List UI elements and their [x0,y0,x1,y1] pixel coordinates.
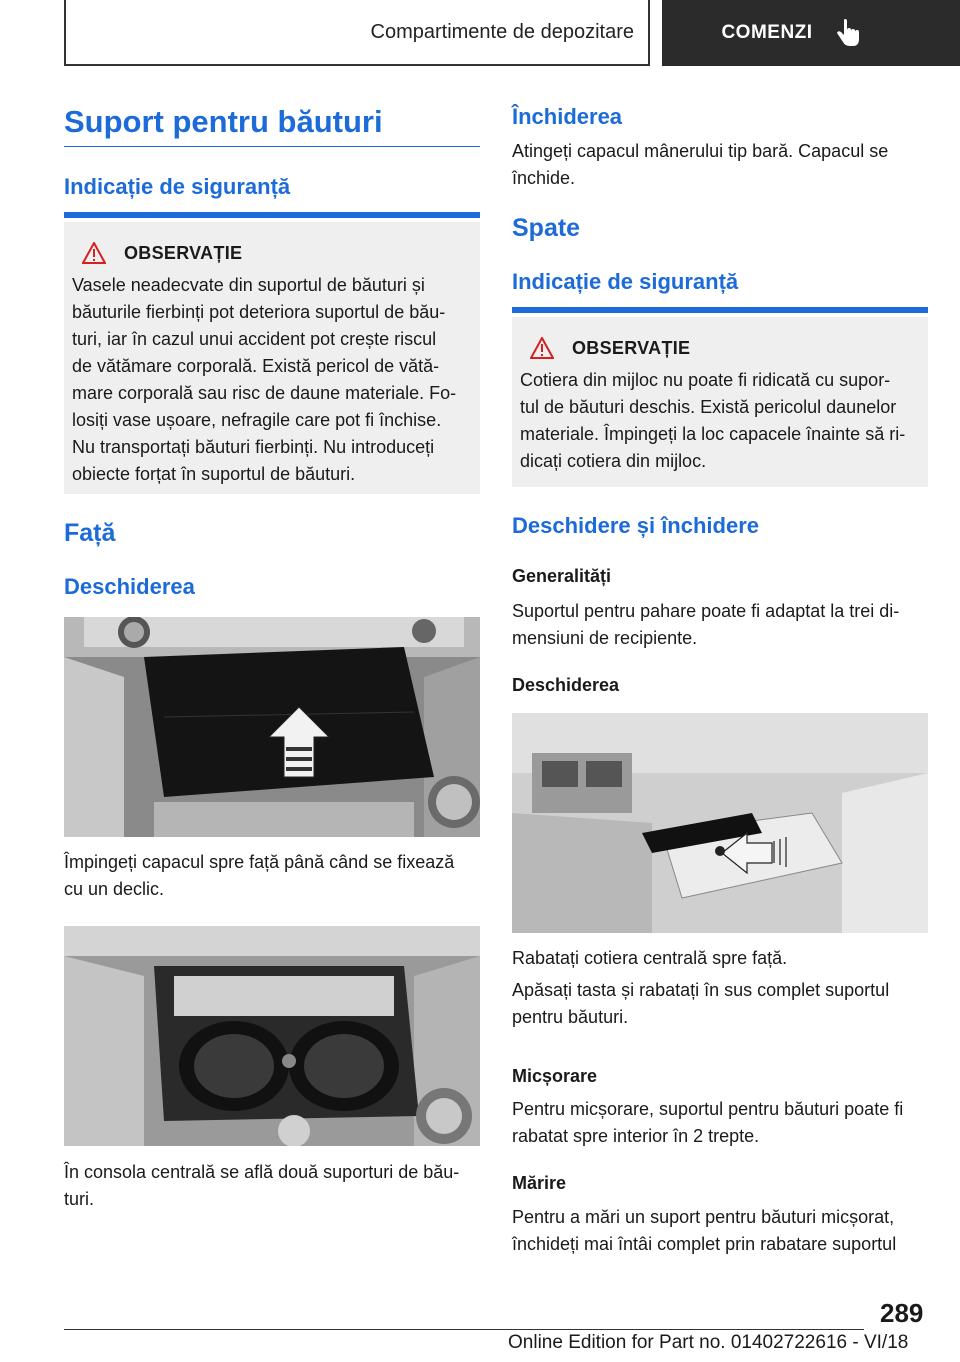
opening-heading-left: Deschiderea [64,574,195,599]
enlarge-heading: Mărire [512,1173,567,1193]
enlarge-text: Pentru a mări un suport pentru băuturi micșorat, închideți mai întâi complet prin rabatare suportul [512,1207,897,1254]
notice-box-right [512,317,928,487]
hand-pointer-icon [835,18,861,48]
rear-heading: Spate [512,214,581,242]
reduce-text: Pentru micșorare, suportul pentru băuturi poate fi rabatat spre interior în 2 trepte. [512,1099,904,1146]
photo-front-cupholders [64,926,480,1146]
notice-text-left: Vasele neadecvate din suportul de băuturi și băuturile fierbinți pot deteriora suportul de bău- turi, iar în cazul unui accident pot crește riscul de vătămare corporală. Există pericol de vătă- mare corporală sau risc de daune materiale. Fo- losiți vase ușoare, nefragile care pot fi închise. Nu transportați băuturi fierbinți. Nu introduceți obiecte forțat în suportul de băuturi. [72,275,457,484]
caption-front-2: În consola centrală se află două suporturi de bău- turi. [64,1162,460,1209]
notice-label-right: OBSERVAȚIE [572,337,691,358]
footer-rule [64,1329,864,1330]
open-close-heading: Deschidere și închidere [512,513,759,538]
caption-rear-1: Rabatați cotiera centrală spre față. [512,948,788,968]
closing-text: Atingeți capacul mânerului tip bară. Capacul se închide. [512,141,889,188]
header-section-box [64,0,650,66]
caption-rear-2: Apăsați tasta și rabatați în sus complet suportul pentru băuturi. [512,980,890,1027]
safety-heading-right: Indicație de siguranță [512,269,739,294]
header-section-title: Compartimente de depozitare [370,20,634,43]
page-number: 289 [880,1298,924,1328]
opening-heading-right: Deschiderea [512,675,620,695]
front-heading: Față [64,519,116,547]
title-rule [64,146,480,147]
safety-rule-left [64,212,480,218]
safety-heading-left: Indicație de siguranță [64,174,291,199]
notice-box-left [64,222,480,494]
footer-edition: Online Edition for Part no. 01402722616 - VI/18 [508,1332,909,1353]
reduce-heading: Micșorare [512,1066,598,1086]
general-heading: Generalități [512,566,612,586]
general-text: Suportul pentru pahare poate fi adaptat la trei di- mensiuni de recipiente. [512,601,900,648]
header-tab-label: COMENZI [721,22,813,43]
page-title: Suport pentru băuturi [64,104,383,139]
warning-triangle-icon [530,337,554,359]
caption-front-1: Împingeți capacul spre față până când se fixează cu un declic. [64,852,455,899]
photo-rear-armrest [512,713,928,933]
notice-label-left: OBSERVAȚIE [124,242,243,263]
warning-triangle-icon [82,242,106,264]
safety-rule-right [512,307,928,313]
photo-front-cover-push [64,617,480,837]
header-tab-comenzi[interactable] [662,0,960,66]
closing-heading: Închiderea [512,104,623,129]
notice-text-right: Cotiera din mijloc nu poate fi ridicată cu supor- tul de băuturi deschis. Există pericolul daunelor materiale. Împingeți la loc capacele înainte să ri- dicați cotiera din mijloc. [520,370,906,471]
